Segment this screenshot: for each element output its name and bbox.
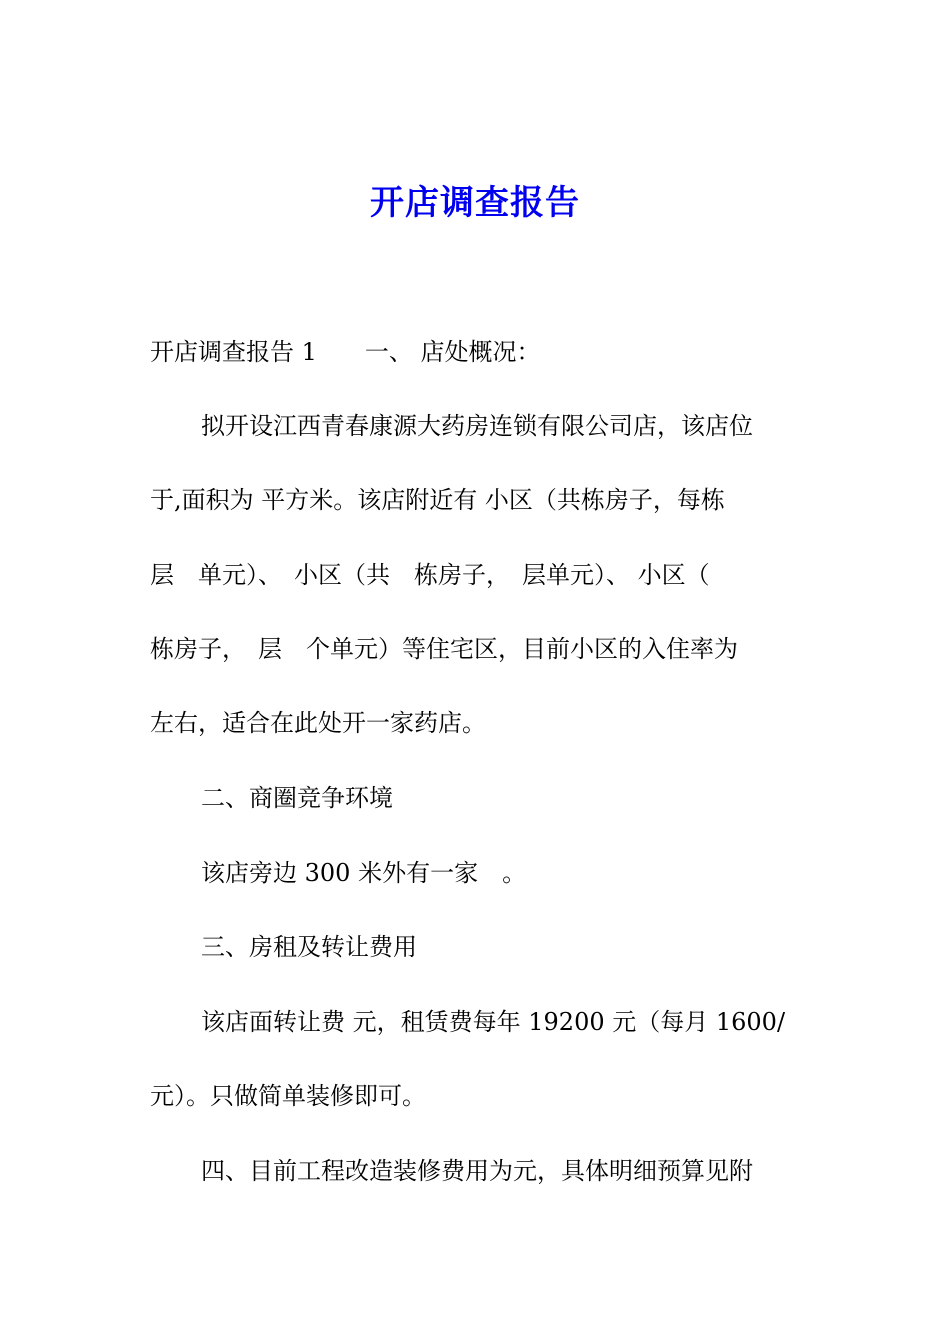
document-title: 开店调查报告 (370, 183, 580, 223)
paragraph-line: 元）。只做简单装修即可。 (150, 1082, 426, 1110)
section-heading: 二、商圈竞争环境 (201, 784, 393, 812)
paragraph-line: 该店旁边 300 米外有一家 。 (201, 859, 527, 887)
section-heading: 三、房租及转让费用 (201, 933, 417, 961)
paragraph-line: 层 单元）、 小区（共 栋房子， 层单元）、 小区（ (150, 561, 710, 589)
paragraph-line: 于,面积为 平方米。该店附近有 小区（共栋房子，每栋 (150, 486, 725, 514)
section-heading: 四、目前工程改造装修费用为元，具体明细预算见附 (201, 1157, 753, 1185)
paragraph-line: 栋房子， 层 个单元）等住宅区，目前小区的入住率为 (150, 635, 738, 663)
report-heading-line: 开店调查报告 1 一、 店处概况： (150, 338, 541, 366)
paragraph-line: 左右，适合在此处开一家药店。 (150, 709, 486, 737)
paragraph-line: 拟开设江西青春康源大药房连锁有限公司店，该店位 (201, 412, 753, 440)
paragraph-line: 该店面转让费 元，租赁费每年 19200 元（每月 1600/ (201, 1008, 786, 1036)
